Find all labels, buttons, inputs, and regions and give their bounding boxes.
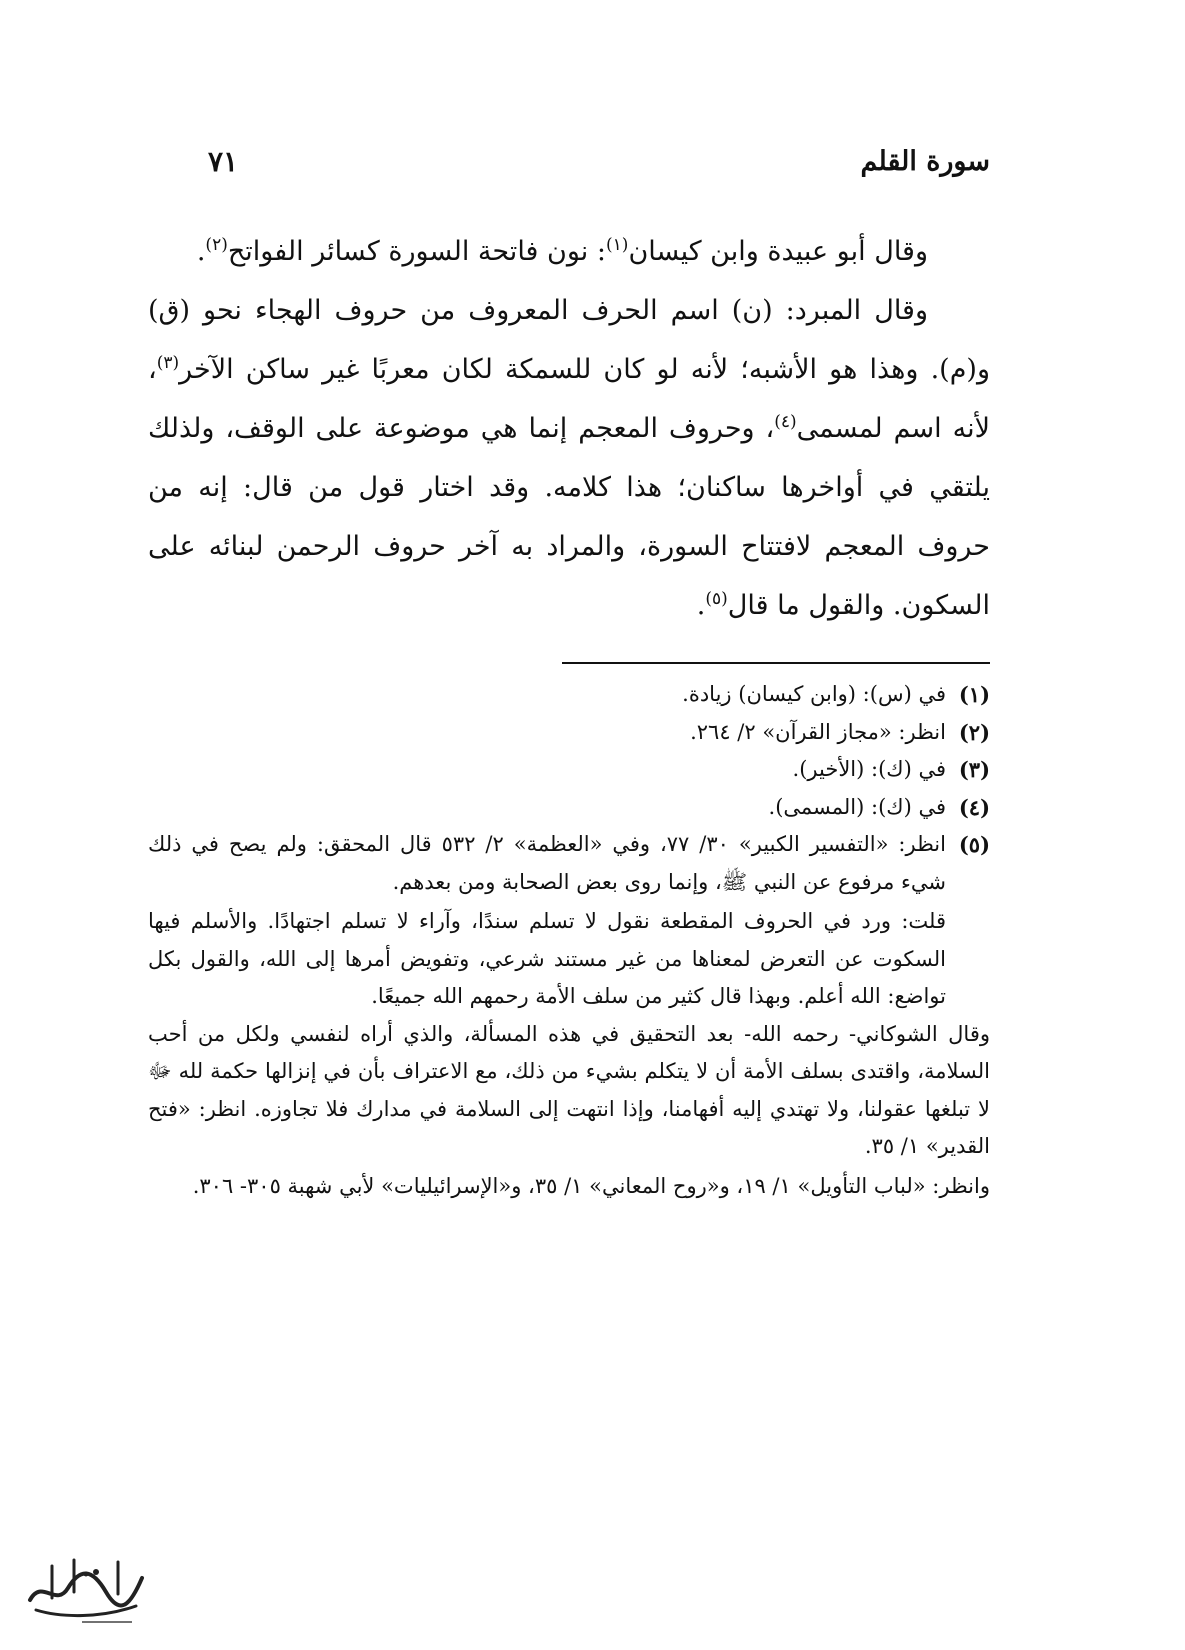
book-page: [148, 0, 990, 1650]
library-stamp-logo: [22, 1548, 150, 1628]
paragraph-2-text-a: وقال المبرد: (ن) اسم الحرف المعروف من حروف الهجاء نحو (ق) و(م). وهذا هو الأشبه؛ لأنه لو كان للسمكة لكان معربًا غير ساكن الآخر: [148, 295, 990, 385]
paragraph-2-text-d: .: [696, 590, 706, 621]
footnote-paragraph: في (س): (وابن كيسان) زيادة.: [682, 682, 946, 706]
footnote-ref-3: (٣): [156, 353, 180, 373]
footnote-1: [148, 676, 990, 714]
footnote-ref-5: (٥): [705, 589, 728, 609]
footnote-3: [148, 751, 990, 789]
footnote-number: (١): [958, 682, 990, 707]
footnote-paragraph: في (ك): (الأخير).: [792, 757, 946, 781]
paragraph-1-text-b: : نون فاتحة السورة كسائر الفواتح: [227, 236, 607, 267]
paragraph-2-text-c: ، وحروف المعجم إنما هي موضوعة على الوقف، ولذلك يلتقي في أواخرها ساكنان؛ هذا كلامه. وقد اختار قول من قال: إنه من حروف المعجم لافتتاح السورة، والمراد به آخر حروف الرحمن لبنائه على السكون. والقول ما قال: [148, 413, 990, 621]
footnote-4: [148, 789, 990, 827]
footnote-number: (٤): [958, 794, 990, 820]
footnote-paragraph: انظر: «التفسير الكبير» ٣٠/ ٧٧، وفي «العظمة» ٢/ ٥٣٢ قال المحقق: ولم يصح في ذلك شيء مرفوع عن النبي ﷺ، وإنما روى بعض الصحابة ومن بعدهم.: [148, 832, 946, 894]
footnote-text: [148, 676, 946, 714]
paragraph-1: [148, 222, 990, 281]
footnote-paragraph: انظر: «مجاز القرآن» ٢/ ٢٦٤.: [690, 719, 946, 744]
footnote-number: (٥): [958, 832, 990, 857]
footnote-separator: [562, 662, 990, 664]
surah-title: سورة القلم: [860, 146, 990, 177]
footnote-paragraph: قلت: ورد في الحروف المقطعة نقول لا تسلم سندًا، وآراء لا تسلم اجتهادًا. والأسلم فيها السكوت عن التعرض لمعناها من غير مستند شرعي، وتفويض أمرها إلى الله، والقول بكل تواضع: الله أعلم. وبهذا قال كثير من سلف الأمة رحمهم الله جميعًا.: [148, 909, 946, 1008]
footnote-text: [148, 826, 946, 1016]
footnote-ref-4: (٤): [774, 412, 797, 432]
paragraph-1-text-a: وقال أبو عبيدة وابن كيسان: [628, 236, 928, 267]
footnote-ref-1: (١): [606, 235, 629, 255]
footnote-paragraph: في (ك): (المسمى).: [768, 794, 946, 819]
footnote-text: [148, 789, 946, 827]
main-text: [148, 222, 990, 635]
footnote-text: [148, 751, 946, 789]
footnote-continuation: وقال الشوكاني- رحمه الله- بعد التحقيق في هذه المسألة، والذي أراه لنفسي ولكل من أحب السلامة، واقتدى بسلف الأمة أن لا يتكلم بشيء من ذلك، مع الاعتراف بأن في إنزالها حكمة لله ﷻ لا تبلغها عقولنا، ولا تهتدي إليه أفهامنا، وإذا انتهت إلى السلامة في مدارك فلا تجاوزه. انظر: «فتح القدير» ١/ ٣٥.: [148, 1021, 990, 1158]
footnote-5: [148, 826, 990, 1016]
running-header: [148, 142, 990, 182]
footnote-continuation: وانظر: «لباب التأويل» ١/ ١٩، و«روح المعاني» ١/ ٣٥، و«الإسرائيليات» لأبي شهبة ٣٠٥- ٣٠٦.: [192, 1173, 990, 1198]
calligraphy-stamp-icon: [22, 1548, 150, 1628]
paragraph-2-text-b: ، لأنه اسم لمسمى: [148, 354, 990, 444]
paragraph-1-text-c: .: [196, 236, 206, 267]
footnote-2: [148, 714, 990, 752]
paragraph-2: [148, 281, 990, 635]
footnote-ref-2: (٢): [205, 235, 228, 255]
footnote-number: (٣): [958, 757, 990, 782]
footnote-number: (٢): [958, 719, 990, 745]
footnotes: [148, 676, 990, 1205]
footnote-text: [148, 714, 946, 752]
page-number: ٧١: [208, 145, 239, 178]
